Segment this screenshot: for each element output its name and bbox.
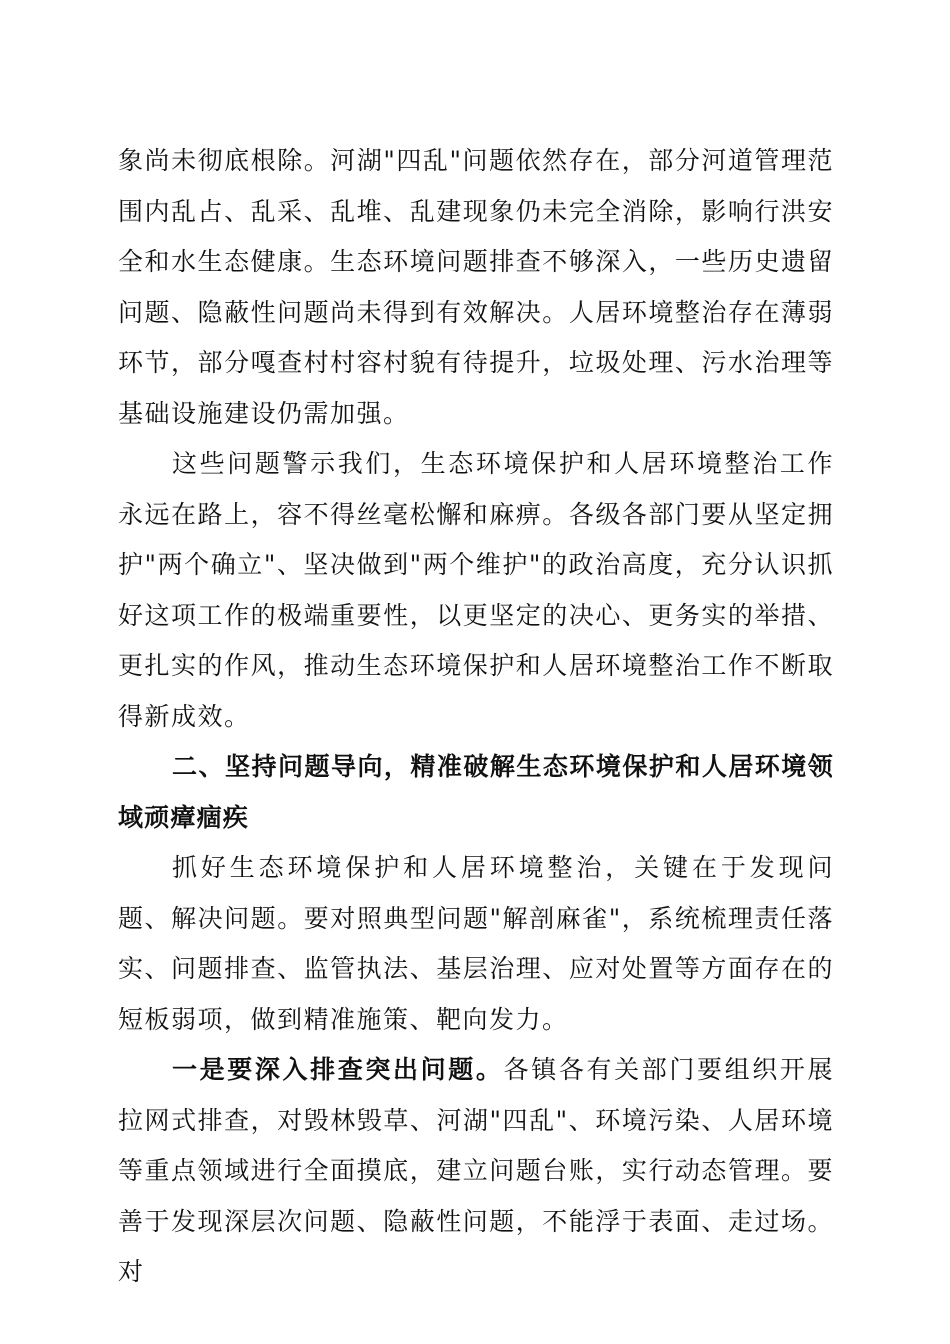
paragraph-warning: 这些问题警示我们，生态环境保护和人居环境整治工作永远在路上，容不得丝毫松懈和麻痹。各级各部门要从坚定拥护"两个确立"、坚决做到"两个维护"的政治高度，充分认识抓好这项工作的极端重要性，以更坚定的决心、更务实的举措、更扎实的作风，推动生态环境保护和人居环境整治工作不断取得新成效。 bbox=[118, 449, 834, 731]
paragraph-continued: 象尚未彻底根除。河湖"四乱"问题依然存在，部分河道管理范围内乱占、乱采、乱堆、乱建现象仍未完全消除，影响行洪安全和水生态健康。生态环境问题排查不够深入，一些历史遗留问题、隐蔽性问题尚未得到有效解决。人居环境整治存在薄弱环节，部分嘎查村村容村貌有待提升，垃圾处理、污水治理等基础设施建设仍需加强。 bbox=[118, 146, 834, 428]
paragraph-lead-phrase: 一是要深入排查突出问题。 bbox=[172, 1055, 504, 1084]
paragraph-problem-orientation: 抓好生态环境保护和人居环境整治，关键在于发现问题、解决问题。要对照典型问题"解剖麻雀"，系统梳理责任落实、问题排查、监管执法、基层治理、应对处置等方面存在的短板弱项，做到精准施策、靶向发力。 bbox=[118, 853, 834, 1034]
document-body bbox=[118, 136, 834, 1298]
paragraph-first-point-text: 各镇各有关部门要组织开展拉网式排查，对毁林毁草、河湖"四乱"、环境污染、人居环境等重点领域进行全面摸底，建立问题台账，实行动态管理。要善于发现深层次问题、隐蔽性问题，不能浮于表面、走过场。对 bbox=[118, 1055, 834, 1286]
section-heading: 二、坚持问题导向，精准破解生态环境保护和人居环境领域顽瘴痼疾 bbox=[118, 752, 834, 832]
paragraph-first-point bbox=[118, 1045, 834, 1298]
